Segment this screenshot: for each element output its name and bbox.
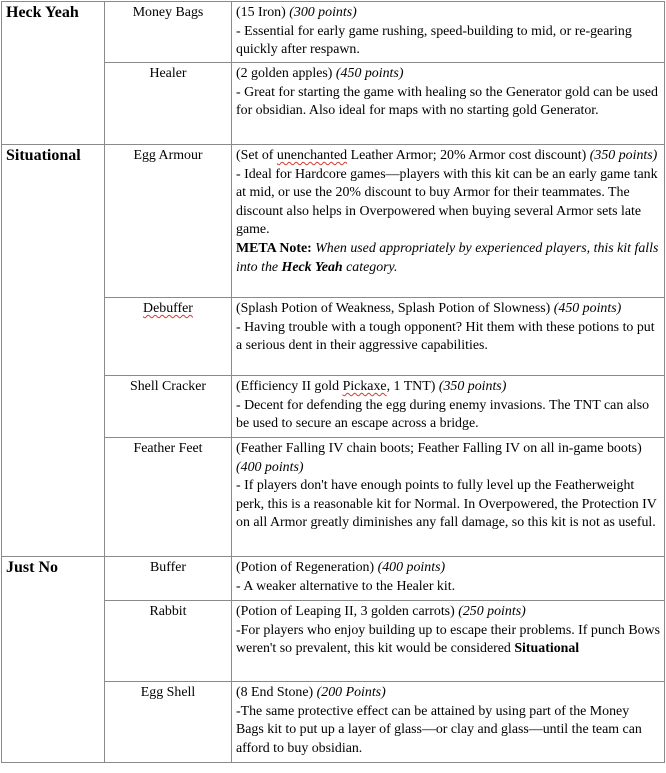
kit-details: (Potion of Leaping II, 3 golden carrots) (250 points) -For players who enjoy building up to escape their problems. If punch Bows weren't so prevalent, this kit would be considered Situational bbox=[232, 601, 665, 682]
kit-details: (8 End Stone) (200 Points) -The same protective effect can be attained by using part of the Money Bags kit to put up a layer of glass—or clay and glass—until the team can afford to buy obsidian. bbox=[232, 682, 665, 763]
category-just-no: Just No bbox=[2, 557, 105, 763]
kit-name-shell-cracker: Shell Cracker bbox=[105, 376, 232, 438]
table-row bbox=[2, 557, 665, 601]
kit-details: (2 golden apples) (450 points) - Great for starting the game with healing so the Generator gold can be used for obsidian. Also ideal for maps with no starting gold Generator. bbox=[232, 63, 665, 145]
kit-name-buffer: Buffer bbox=[105, 557, 232, 601]
kit-details: (Set of unenchanted Leather Armor; 20% Armor cost discount) (350 points) - Ideal for Hardcore games—players with this kit can be an early game tank at mid, or use the 20% discount to buy Armor for their teammates. The discount also helps in Overpowered when buying several Armor sets late game. META Note: When used appropriately by experienced players, this kit falls into the Heck Yeah category. bbox=[232, 145, 665, 298]
kit-name-healer: Healer bbox=[105, 63, 232, 145]
table-row bbox=[2, 145, 665, 298]
table-row bbox=[2, 2, 665, 63]
kit-name-money-bags: Money Bags bbox=[105, 2, 232, 63]
kit-details: (15 Iron) (300 points) - Essential for early game rushing, speed-building to mid, or re-gearing quickly after respawn. bbox=[232, 2, 665, 63]
kit-details: (Potion of Regeneration) (400 points) - A weaker alternative to the Healer kit. bbox=[232, 557, 665, 601]
kit-name-debuffer: Debuffer bbox=[105, 298, 232, 376]
category-situational: Situational bbox=[2, 145, 105, 557]
kit-details: (Splash Potion of Weakness, Splash Potion of Slowness) (450 points) - Having trouble with a tough opponent? Hit them with these potions to put a serious dent in their aggressive capabilities. bbox=[232, 298, 665, 376]
kit-name-rabbit: Rabbit bbox=[105, 601, 232, 682]
kit-name-egg-armour: Egg Armour bbox=[105, 145, 232, 298]
kit-details: (Efficiency II gold Pickaxe, 1 TNT) (350 points) - Decent for defending the egg during enemy invasions. The TNT can also be used to secure an escape across a bridge. bbox=[232, 376, 665, 438]
kit-details: (Feather Falling IV chain boots; Feather Falling IV on all in-game boots) (400 points) - If players don't have enough points to fully level up the Featherweight perk, this is a reasonable kit for Normal. In Overpowered, the Protection IV on all Armor greatly diminishes any fall damage, so this kit is not as useful. bbox=[232, 438, 665, 557]
kit-tier-table bbox=[1, 1, 665, 763]
category-heck-yeah: Heck Yeah bbox=[2, 2, 105, 145]
kit-name-feather-feet: Feather Feet bbox=[105, 438, 232, 557]
kit-name-egg-shell: Egg Shell bbox=[105, 682, 232, 763]
